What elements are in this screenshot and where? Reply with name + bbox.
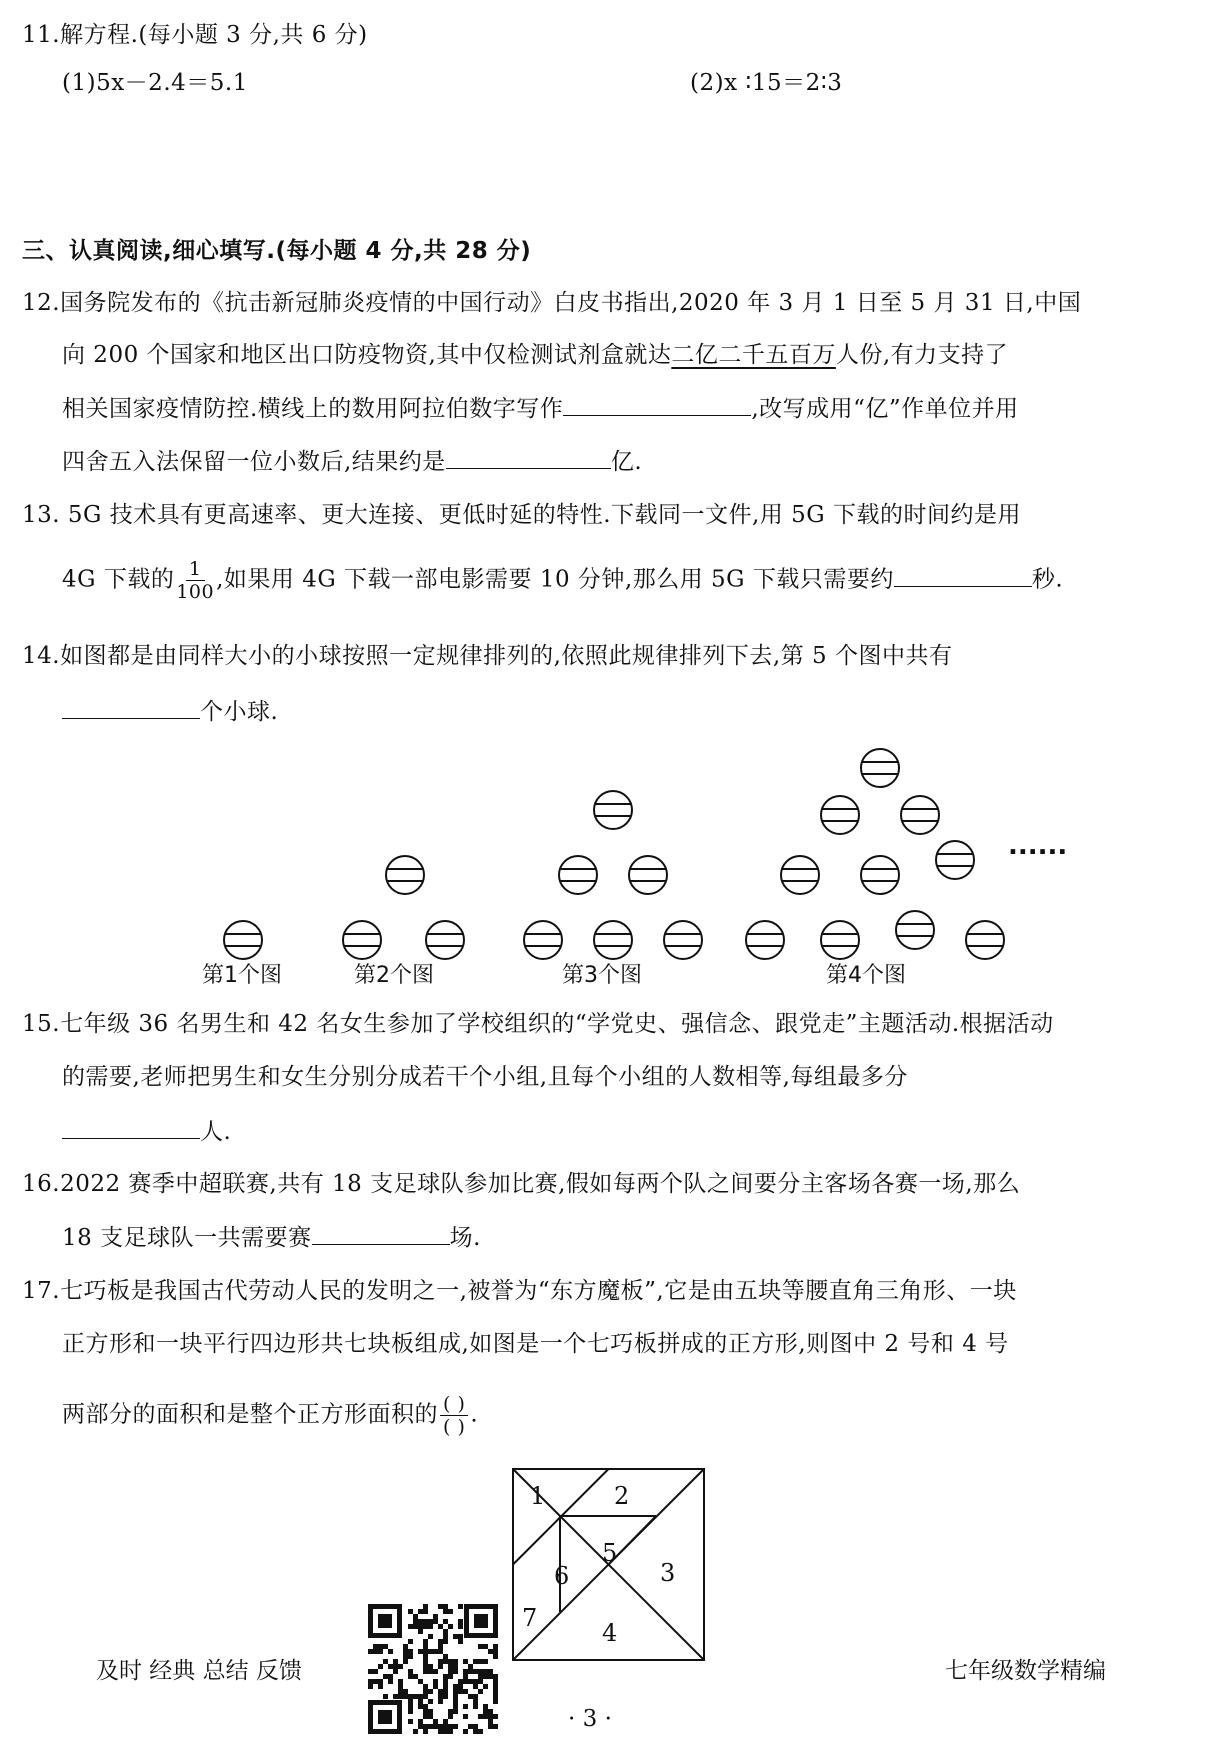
ball [426, 921, 464, 959]
ball [821, 796, 859, 834]
ball [629, 856, 667, 894]
ball [861, 856, 899, 894]
q16-line2: 18 支足球队一共需要赛 场. [62, 1222, 481, 1253]
ball [821, 921, 859, 959]
footer-slogan: 及时 经典 总结 反馈 [96, 1658, 302, 1684]
ball [861, 749, 899, 787]
caption-figure-2: 第2个图 [354, 963, 434, 988]
q13-fraction: $\frac{1}{100}$ [176, 558, 215, 603]
q12-line4: 四舍五入法保留一位小数后,结果约是 亿. [62, 446, 642, 477]
ball [524, 921, 562, 959]
q15-line1: 15.七年级 36 名男生和 42 名女生参加了学校组织的“学党史、强信念、跟党走”主题活动.根据活动 [22, 1011, 1054, 1037]
section3-title: 三、认真阅读,细心填写.(每小题 4 分,共 28 分) [22, 238, 532, 264]
q15-line3: 人. [62, 1116, 231, 1147]
ball-pattern-figure [0, 740, 1226, 980]
tangram-piece-3: 3 [660, 1559, 676, 1587]
ball [559, 856, 597, 894]
q14-blank[interactable] [62, 696, 200, 719]
caption-figure-1: 第1个图 [202, 963, 282, 988]
q12-underlined-number: 二亿二千五百万 [671, 342, 836, 368]
tangram-piece-6: 6 [554, 1562, 570, 1590]
q14-line1: 14.如图都是由同样大小的小球按照一定规律排列的,依照此规律排列下去,第 5 个图中共有 [22, 643, 953, 669]
ball [594, 791, 632, 829]
ball [746, 921, 784, 959]
q13-line2: 4G 下载的 $\frac{1}{100}$ ,如果用 4G 下载一部电影需要 10 分钟,那么用 5G 下载只需要约 秒. [62, 558, 1064, 603]
ball [343, 921, 381, 959]
tangram-piece-1: 1 [530, 1482, 546, 1510]
caption-figure-4: 第4个图 [826, 963, 906, 988]
q17-line3: 两部分的面积和是整个正方形面积的 $\frac{( )}{( )}$ . [62, 1393, 479, 1438]
q12-blank-2[interactable] [446, 446, 611, 469]
ball [386, 856, 424, 894]
ball [936, 841, 974, 879]
q12-blank-1[interactable] [563, 393, 751, 416]
tangram-piece-4: 4 [602, 1619, 618, 1647]
pattern-ellipsis: ...... [1008, 831, 1068, 861]
q17-line1: 17.七巧板是我国古代劳动人民的发明之一,被誉为“东方魔板”,它是由五块等腰直角三角形、一块 [22, 1278, 1017, 1304]
q16-line1: 16.2022 赛季中超联赛,共有 18 支足球队参加比赛,假如每两个队之间要分主客场各赛一场,那么 [22, 1171, 1021, 1197]
ball [896, 911, 934, 949]
footer-book-title: 七年级数学精编 [945, 1658, 1106, 1684]
q13-blank[interactable] [894, 564, 1032, 587]
q14-line2: 个小球. [62, 696, 278, 727]
ball [781, 856, 819, 894]
ball [224, 921, 262, 959]
q17-line2: 正方形和一块平行四边形共七块板组成,如图是一个七巧板拼成的正方形,则图中 2 号和 4 号 [62, 1331, 1009, 1357]
qr-code [368, 1604, 498, 1734]
page-number: · 3 · [568, 1706, 612, 1732]
ball [664, 921, 702, 959]
tangram-piece-2: 2 [614, 1482, 630, 1510]
tangram-piece-7: 7 [522, 1604, 538, 1632]
q11-equation-1: (1)5x－2.4＝5.1 [62, 70, 248, 96]
caption-figure-3: 第3个图 [562, 963, 642, 988]
ball [966, 921, 1004, 959]
q12-line1: 12.国务院发布的《抗击新冠肺炎疫情的中国行动》白皮书指出,2020 年 3 月 1 日至 5 月 31 日,中国 [22, 290, 1082, 316]
q12-line2: 向 200 个国家和地区出口防疫物资,其中仅检测试剂盒就达二亿二千五百万人份,有力支持了 [62, 342, 1009, 368]
q12-line3: 相关国家疫情防控.横线上的数用阿拉伯数字写作 ,改写成用“亿”作单位并用 [62, 393, 1019, 424]
tangram-figure [510, 1466, 710, 1666]
tangram-piece-5: 5 [602, 1539, 618, 1567]
q13-line1: 13. 5G 技术具有更高速率、更大连接、更低时延的特性.下载同一文件,用 5G 下载的时间约是用 [22, 502, 1021, 528]
q15-blank[interactable] [62, 1116, 200, 1139]
ball [901, 796, 939, 834]
ball [594, 921, 632, 959]
q16-blank[interactable] [312, 1222, 450, 1245]
q11-title: 11.解方程.(每小题 3 分,共 6 分) [22, 22, 368, 48]
q17-answer-fraction[interactable]: $\frac{( )}{( )}$ [440, 1393, 468, 1438]
q15-line2: 的需要,老师把男生和女生分别分成若干个小组,且每个小组的人数相等,每组最多分 [62, 1064, 908, 1090]
q11-equation-2: (2)x ∶15＝2∶3 [690, 70, 843, 96]
